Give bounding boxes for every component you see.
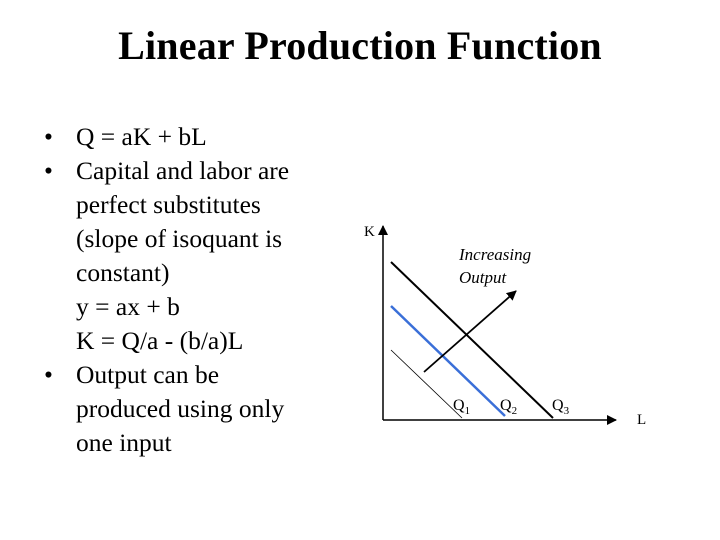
bullet-text: Capital and labor are bbox=[76, 156, 290, 185]
isoquant-q1-line bbox=[391, 350, 462, 418]
slide-title: Linear Production Function bbox=[118, 23, 602, 68]
isoquant-q3-label bbox=[552, 397, 570, 417]
bullet-continuation-line: K = Q/a - (b/a)L bbox=[76, 326, 244, 355]
isoquant-q2-line bbox=[391, 306, 505, 416]
bullet-text: Q = aK + bL bbox=[76, 122, 207, 151]
isoquant-q1-subscript: 1 bbox=[464, 405, 471, 417]
bullet-text: Output can be bbox=[76, 360, 220, 389]
isoquant-q2-letter: Q bbox=[500, 397, 512, 414]
isoquant-q2-subscript: 2 bbox=[511, 405, 518, 417]
bullet-continuation-line: perfect substitutes bbox=[76, 190, 261, 219]
bullet-continuation-line: (slope of isoquant is bbox=[76, 224, 283, 253]
isoquant-q3-subscript: 3 bbox=[563, 405, 570, 417]
increasing-output-label-line1: Increasing bbox=[459, 245, 532, 264]
increasing-output-arrow bbox=[424, 291, 516, 372]
isoquant-q3-letter: Q bbox=[552, 397, 564, 414]
isoquant-q1-label bbox=[453, 397, 470, 417]
l-axis-label: L bbox=[637, 412, 647, 428]
bullet-continuation-line: constant) bbox=[76, 258, 170, 287]
bullet-continuation-line: y = ax + b bbox=[76, 292, 180, 321]
isoquant-q1-letter: Q bbox=[453, 397, 465, 414]
increasing-output-label-line2: Output bbox=[459, 268, 507, 287]
k-axis-label: K bbox=[364, 224, 375, 240]
bullet-continuation-line: produced using only bbox=[76, 394, 285, 423]
bullet-continuation-line: one input bbox=[76, 428, 172, 457]
